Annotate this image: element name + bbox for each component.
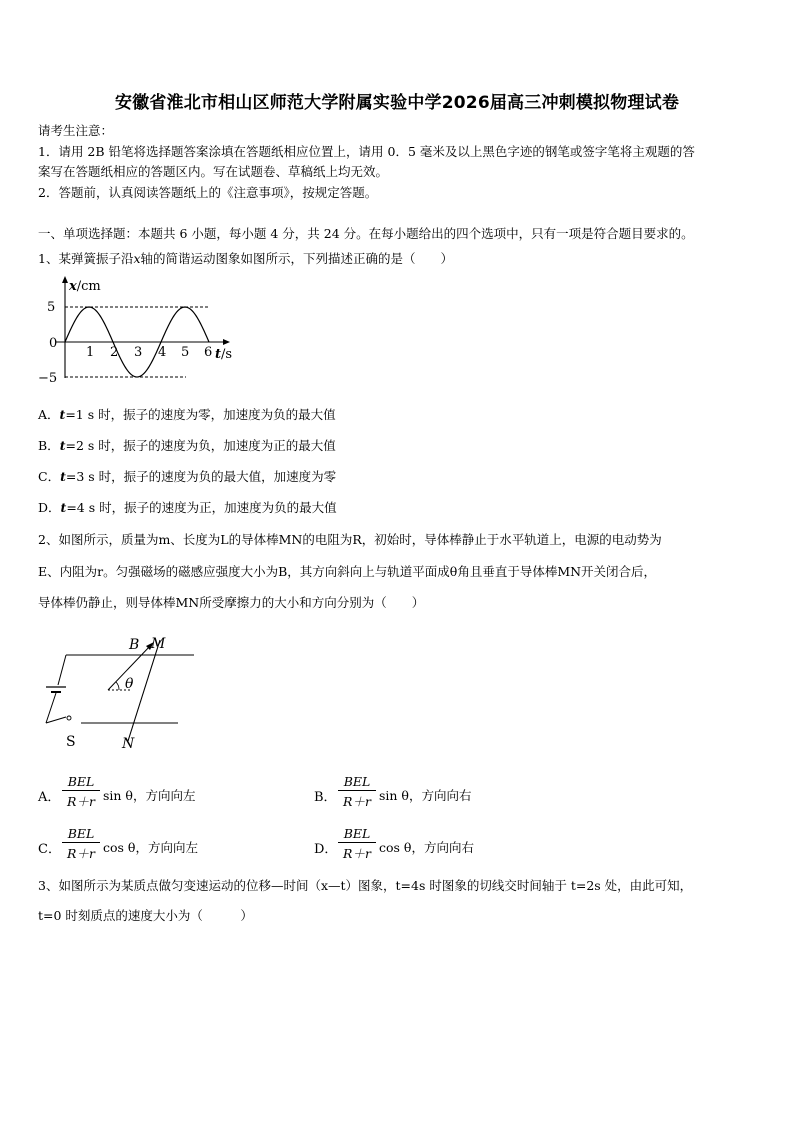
fraction [338, 774, 376, 810]
y-axis-arrow [62, 276, 68, 283]
option-label: D． [38, 500, 61, 515]
notice-item-1-line-1: 1．请用 2B 铅笔将选择题答案涂填在答题纸相应位置上，请用 0．5 毫米及以上黑色字迹的钢笔或签字笔将主观题的答 [38, 144, 695, 159]
question-1-option-b[interactable] [38, 436, 336, 454]
notice-heading: 请考生注意： [38, 123, 114, 138]
direction-text: ，方向向右 [408, 788, 472, 803]
option-tail [103, 838, 198, 856]
question-3-line-1: 3、如图所示为某质点做匀变速运动的位移—时间（x—t）图象，t=4s 时图象的切线交时间轴于 t=2s 处，由此可知， [38, 878, 693, 893]
fraction-denominator: R＋r [67, 794, 95, 809]
fraction [62, 774, 100, 810]
option-variable: t [60, 469, 66, 484]
label-theta: θ [125, 676, 134, 692]
x-tick-label: 6 [204, 345, 213, 360]
question-3-line-2: t=0 时刻质点的速度大小为（ ） [38, 908, 253, 923]
shm-graph [36, 270, 256, 390]
question-1-stem-b: 轴的简谐运动图象如图所示，下列描述正确的是（ ） [140, 251, 454, 266]
fraction-numerator: BEL [343, 774, 371, 789]
option-label: B． [38, 438, 60, 453]
fraction-denominator: R＋r [343, 846, 371, 861]
fraction-denominator: R＋r [343, 794, 371, 809]
question-2-line-1: 2、如图所示，质量为m、长度为L的导体棒MN的电阻为R，初始时，导体棒静止于水平轨道上，电源的电动势为 [38, 532, 662, 547]
option-tail [103, 786, 195, 804]
option-variable: t [59, 438, 66, 453]
option-tail [379, 786, 471, 804]
x-tick-label: 2 [110, 345, 119, 360]
x-tick-label: 3 [134, 345, 143, 360]
option-variable: t [60, 500, 67, 515]
option-text: =4 s 时，振子的速度为正，加速度为负的最大值 [66, 500, 337, 515]
option-text: =3 s 时，振子的速度为负的最大值，加速度为零 [65, 469, 337, 484]
option-label: D． [314, 842, 338, 857]
option-variable: t [59, 407, 66, 422]
y-tick-label: 5 [47, 300, 56, 315]
x-tick-label: 4 [158, 345, 167, 360]
y-tick-label: −5 [38, 371, 58, 386]
x-axis-arrow [223, 339, 230, 345]
option-label: A． [38, 790, 61, 805]
fraction-denominator: R＋r [67, 846, 95, 861]
trig-function: cos θ [103, 840, 136, 855]
direction-text: ，方向向左 [132, 788, 196, 803]
option-tail [379, 838, 474, 856]
label-m: M [151, 636, 166, 652]
x-axis-label: t/s [215, 347, 233, 362]
x-tick-label: 1 [86, 345, 95, 360]
fraction-numerator: BEL [67, 826, 95, 841]
notice-item-1-line-2: 案写在答题纸相应的答题区内。写在试题卷、草稿纸上均无效。 [38, 164, 389, 179]
page-title: 安徽省淮北市相山区师范大学附属实验中学2026届高三冲刺模拟物理试卷 [114, 93, 680, 113]
y-tick-label: 0 [49, 336, 58, 351]
fraction [62, 826, 100, 862]
question-1-option-a[interactable] [38, 405, 336, 423]
question-1-option-c[interactable] [38, 467, 336, 485]
fraction [338, 826, 376, 862]
option-label: B． [314, 790, 337, 805]
question-1-stem-x: x [133, 251, 141, 266]
option-label: C． [38, 842, 61, 857]
label-s: S [66, 734, 76, 750]
switch-contact [67, 716, 71, 720]
label-b: B [129, 637, 140, 653]
trig-function: sin θ [379, 788, 409, 803]
fraction-numerator: BEL [343, 826, 371, 841]
option-text: =2 s 时，振子的速度为负，加速度为正的最大值 [65, 438, 336, 453]
circuit-figure [36, 630, 206, 755]
switch-blade [46, 717, 66, 723]
angle-arc [116, 682, 119, 690]
question-2-line-2: E、内阻为r。匀强磁场的磁感应强度大小为B，其方向斜向上与轨道平面成θ角且垂直于导体棒MN开关闭合后， [38, 564, 657, 579]
left-wire [58, 655, 66, 685]
option-label: C． [38, 469, 61, 484]
notice-item-2: 2．答题前，认真阅读答题纸上的《注意事项》，按规定答题。 [38, 185, 378, 200]
section-heading: 一、单项选择题：本题共 6 小题，每小题 4 分，共 24 分。在每小题给出的四个选项中，只有一项是符合题目要求的。 [38, 226, 694, 241]
direction-text: ，方向向右 [411, 840, 474, 855]
question-1-option-d[interactable] [38, 498, 337, 516]
x-tick-label: 5 [181, 345, 190, 360]
option-label: A． [38, 407, 60, 422]
y-axis-label: x/cm [69, 279, 101, 294]
fraction-numerator: BEL [67, 774, 95, 789]
left-wire-lower [46, 693, 56, 723]
option-text: =1 s 时，振子的速度为零，加速度为负的最大值 [65, 407, 336, 422]
label-n: N [122, 736, 135, 752]
direction-text: ，方向向左 [135, 840, 198, 855]
trig-function: sin θ [103, 788, 133, 803]
question-1-stem-a: 1、某弹簧振子沿 [38, 251, 134, 266]
question-2-line-3: 导体棒仍静止，则导体棒MN所受摩擦力的大小和方向分别为（ ） [38, 595, 425, 610]
trig-function: cos θ [379, 840, 412, 855]
question-1-stem [38, 249, 453, 267]
